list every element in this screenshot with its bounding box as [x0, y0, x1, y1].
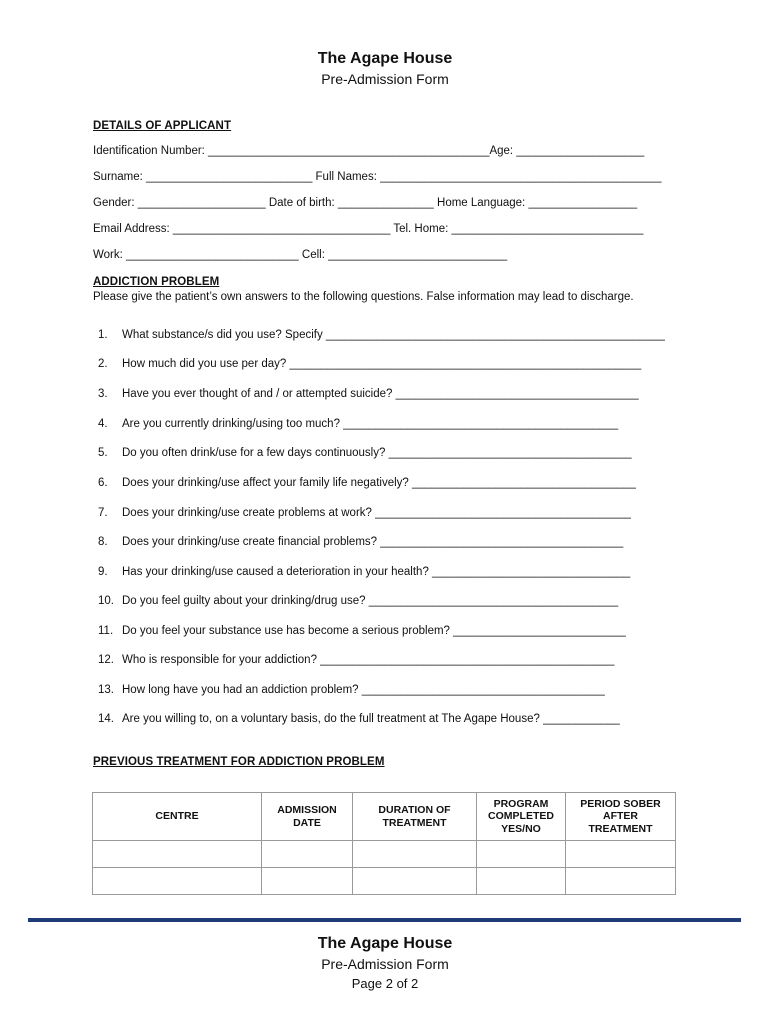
column-header-admission-date: ADMISSION DATE: [262, 793, 353, 841]
table-cell-admission-date[interactable]: [262, 841, 353, 868]
question-text: Does your drinking/use create financial problems? ______________________________________: [122, 536, 624, 548]
identification-age-line: Identification Number: ____________________________________________Age: ____________________: [93, 145, 645, 157]
question-number: 12.: [98, 654, 114, 666]
question-4: [98, 418, 618, 430]
question-text: Have you ever thought of and / or attempted suicide? ______________________________________: [122, 388, 639, 400]
addiction-intro: Please give the patient’s own answers to the following questions. False information may lead to discharge.: [93, 291, 634, 303]
question-text: Do you feel your substance use has become a serious problem? ___________________________: [122, 625, 626, 637]
column-header-period-sober: PERIOD SOBER AFTER TREATMENT: [566, 793, 676, 841]
question-9: [98, 566, 630, 578]
table-cell-centre[interactable]: [93, 841, 262, 868]
question-number: 3.: [98, 388, 108, 400]
footer-title: The Agape House: [317, 935, 453, 952]
addiction-heading: ADDICTION PROBLEM: [93, 276, 220, 288]
table-cell-duration[interactable]: [353, 841, 477, 868]
question-number: 6.: [98, 477, 108, 489]
email-telhome-line: Email Address: __________________________________ Tel. Home: ______________________________: [93, 223, 644, 235]
question-number: 10.: [98, 595, 114, 607]
table-cell-centre[interactable]: [93, 868, 262, 895]
question-3: [98, 388, 639, 400]
question-8: [98, 536, 623, 548]
gender-dob-language-line: Gender: ____________________ Date of birth: _______________ Home Language: _________________: [93, 197, 638, 209]
question-text: Does your drinking/use create problems at work? ________________________________________: [122, 507, 631, 519]
question-number: 2.: [98, 358, 108, 370]
table-cell-program-completed[interactable]: [477, 868, 566, 895]
page-subtitle: Pre-Admission Form: [321, 71, 449, 87]
table-row: [93, 868, 676, 895]
question-14: [98, 713, 620, 725]
question-number: 9.: [98, 566, 108, 578]
question-text: Who is responsible for your addiction? ______________________________________________: [122, 654, 615, 666]
column-header-centre: CENTRE: [93, 793, 262, 841]
question-text: Are you currently drinking/using too much? ___________________________________________: [122, 418, 619, 430]
table-row: [93, 841, 676, 868]
question-2: [98, 358, 641, 370]
table-cell-program-completed[interactable]: [477, 841, 566, 868]
question-5: [98, 447, 632, 459]
column-header-duration: DURATION OF TREATMENT: [353, 793, 477, 841]
page-title: The Agape House: [317, 50, 453, 67]
work-cell-line: Work: ___________________________ Cell: ____________________________: [93, 249, 508, 261]
question-number: 7.: [98, 507, 108, 519]
question-11: [98, 625, 626, 637]
applicant-heading: DETAILS OF APPLICANT: [93, 120, 232, 132]
question-number: 4.: [98, 418, 108, 430]
question-text: Has your drinking/use caused a deterioration in your health? _______________________________: [122, 566, 631, 578]
question-7: [98, 507, 631, 519]
previous-treatment-table: [92, 792, 676, 895]
table-cell-period-sober[interactable]: [566, 868, 676, 895]
footer-divider: [28, 918, 741, 922]
question-number: 5.: [98, 447, 108, 459]
table-cell-admission-date[interactable]: [262, 868, 353, 895]
question-text: Are you willing to, on a voluntary basis, do the full treatment at The Agape House? ____________: [122, 713, 620, 725]
question-text: Do you often drink/use for a few days continuously? ______________________________________: [122, 447, 632, 459]
question-text: How long have you had an addiction problem? ______________________________________: [122, 684, 605, 696]
table-header-row: [93, 793, 676, 841]
question-1: [98, 329, 665, 341]
question-13: [98, 684, 605, 696]
question-text: How much did you use per day? _______________________________________________________: [122, 358, 642, 370]
table-cell-period-sober[interactable]: [566, 841, 676, 868]
column-header-program-completed: PROGRAM COMPLETED YES/NO: [477, 793, 566, 841]
previous-treatment-heading: PREVIOUS TREATMENT FOR ADDICTION PROBLEM: [93, 756, 385, 768]
question-text: Does your drinking/use affect your family life negatively? ___________________________________: [122, 477, 636, 489]
table-cell-duration[interactable]: [353, 868, 477, 895]
question-number: 13.: [98, 684, 114, 696]
question-text: What substance/s did you use? Specify _____________________________________________________: [122, 329, 665, 341]
question-text: Do you feel guilty about your drinking/drug use? _______________________________________: [122, 595, 619, 607]
question-12: [98, 654, 614, 666]
question-number: 1.: [98, 329, 108, 341]
surname-fullnames-line: Surname: __________________________ Full Names: ____________________________________________: [93, 171, 662, 183]
question-6: [98, 477, 636, 489]
question-number: 11.: [98, 625, 114, 637]
footer-subtitle: Pre-Admission Form: [321, 956, 449, 972]
question-number: 8.: [98, 536, 108, 548]
question-number: 14.: [98, 713, 114, 725]
page-number: Page 2 of 2: [351, 976, 419, 991]
question-10: [98, 595, 618, 607]
